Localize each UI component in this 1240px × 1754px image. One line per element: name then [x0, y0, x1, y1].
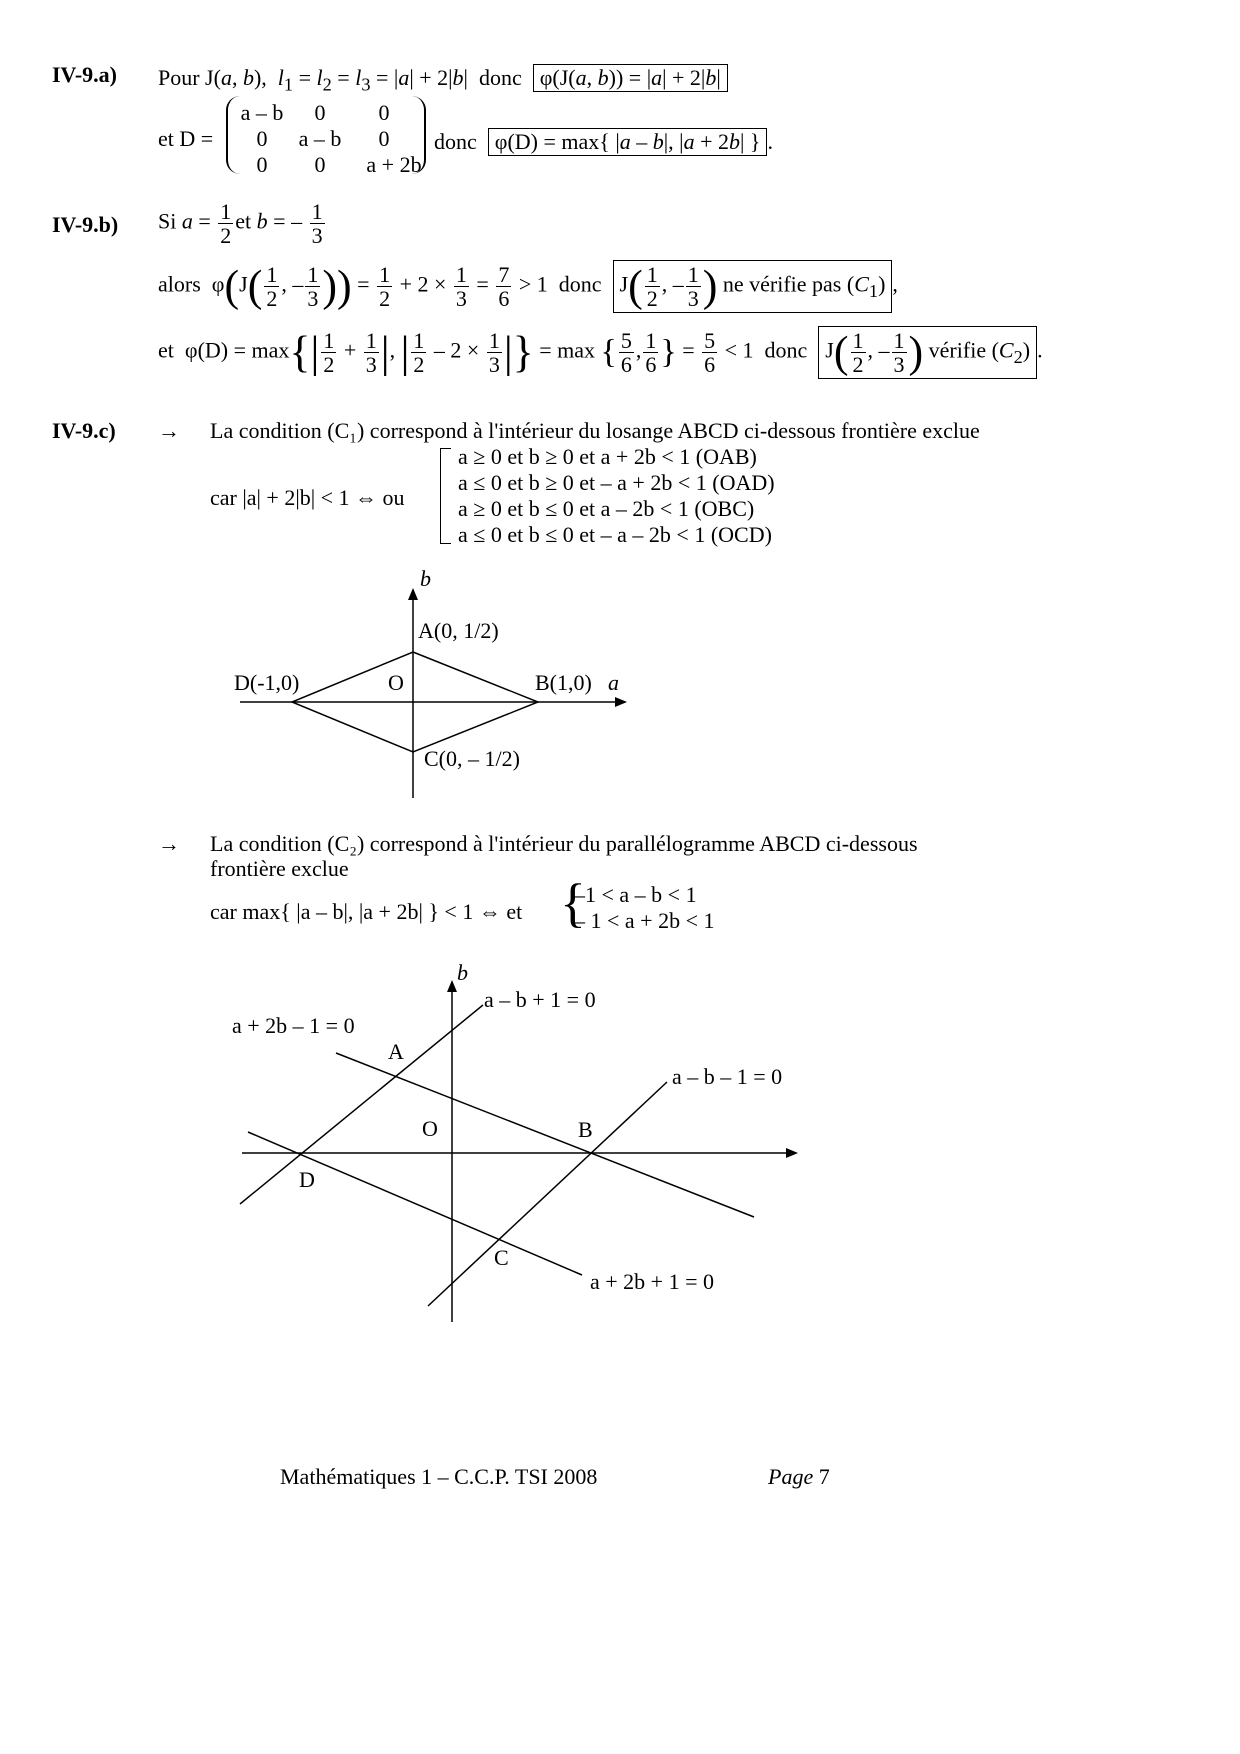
boxed-result-c1: J( $\frac{1}{2}$ , – $\frac{1}{3}$ ) ne vérifie pas $(C_1)$	[613, 260, 893, 313]
frac-den: 2	[220, 223, 232, 249]
section-label-9c: IV-9.c)	[52, 418, 116, 443]
car2-text: car max{ |a – b|, |a + 2b| } < 1 ⇔ et	[210, 899, 523, 924]
boxed-result-phi-j: φ(J(a, b)) = |a| + 2|b|	[533, 64, 728, 92]
fig1-axis-b-label: b	[420, 566, 431, 591]
fig2-label-l4: a + 2b + 1 = 0	[590, 1269, 714, 1294]
condition-c2-line1: La condition (C₂) correspond à l'intérieur du parallélogramme ABCD ci-dessous	[210, 831, 918, 856]
fig1-origin: O	[388, 670, 404, 695]
fig2-axis-b-label: b	[457, 960, 468, 985]
case-line: a ≥ 0 et b ≥ 0 et a + 2b < 1 (OAB)	[458, 444, 757, 469]
fig2-origin: O	[422, 1116, 438, 1141]
condition-c2-line2: frontière exclue	[210, 856, 349, 881]
line-9a-1: Pour J(a, b), $l_1 = l_2 = l_3 = |a| + 2|b|$ donc φ(J(a, b)) = |a| + 2|b|	[158, 64, 728, 94]
system-line: –1 < a – b < 1	[574, 882, 697, 907]
fig1-axis-a-label: a	[608, 670, 619, 695]
matrix-cell: a – b	[298, 126, 342, 151]
condition-c1-text: La condition (C₁) correspond à l'intérieur du losange ABCD ci-dessous frontière exclue	[210, 418, 980, 443]
matrix-cell: 0	[256, 152, 268, 177]
et-d-label: et D =	[158, 126, 214, 151]
arrow-2: →	[158, 831, 180, 856]
period: .	[767, 129, 773, 154]
case-line: a ≤ 0 et b ≤ 0 et – a – 2b < 1 (OCD)	[458, 522, 772, 547]
line-9b-1: Si a = $\frac{1}{2}$ et b = – $\frac{1}{3}$	[158, 199, 323, 249]
matrix-cell: 0	[314, 100, 326, 125]
section-label-9a: IV-9.a)	[52, 62, 117, 87]
fig2-point-c: C	[494, 1245, 509, 1270]
frac-num: 1	[311, 199, 323, 224]
fig1-point-c: C(0, – 1/2)	[424, 746, 520, 771]
fig2-point-b: B	[578, 1117, 593, 1142]
matrix-cell: 0	[378, 126, 390, 151]
page-label: Page	[768, 1464, 814, 1489]
case-line: a ≥ 0 et b ≤ 0 et a – 2b < 1 (OBC)	[458, 496, 755, 521]
arrow-1: →	[158, 418, 180, 443]
fig1-point-a: A(0, 1/2)	[418, 618, 499, 643]
matrix-cell: a + 2b	[366, 152, 422, 177]
page-number: 7	[818, 1464, 830, 1489]
fig2-point-a: A	[388, 1039, 404, 1064]
car1-text: car |a| + 2|b| < 1 ⇔ ou	[210, 485, 405, 510]
donc-word: donc	[434, 129, 477, 154]
line-9b-3: et φ(D) = max{| $\frac{1}{2}$ + $\frac{1}{3}$ |, | $\frac{1}{2}$ – 2 × $\frac{1}{3}$ |} = max { $\frac{5}{6}$ , $\frac{1}{6}$ } = $\frac{5}{6}$ < 1 donc J( $\frac{1}{2}$ , – $\frac{1}{3}$ ) vérifie $(C_2)$ .	[158, 326, 1043, 379]
fig2-label-l2: a + 2b – 1 = 0	[232, 1013, 355, 1038]
footer-text: Mathématiques 1 – C.C.P. TSI 2008	[280, 1464, 598, 1489]
fig2-point-d: D	[299, 1167, 315, 1192]
fig2-label-l3: a – b – 1 = 0	[672, 1064, 783, 1089]
case-line: a ≤ 0 et b ≥ 0 et – a + 2b < 1 (OAD)	[458, 470, 775, 495]
boxed-result-c2: J( $\frac{1}{2}$ , – $\frac{1}{3}$ ) vérifie $(C_2)$	[818, 326, 1037, 379]
system-brace: {	[560, 873, 586, 933]
matrix-cell: a – b	[240, 100, 284, 125]
footer-page	[768, 1466, 830, 1488]
fig2-label-l1: a – b + 1 = 0	[484, 987, 596, 1012]
matrix-cell: 0	[378, 100, 390, 125]
boxed-result-phi-d: φ(D) = max{ |a – b|, |a + 2b| }	[488, 128, 768, 156]
section-label-9b: IV-9.b)	[52, 212, 119, 237]
matrix-cell: 0	[314, 152, 326, 177]
frac-den: 3	[311, 223, 323, 249]
frac-num: 1	[220, 199, 232, 224]
frac-den: 6	[498, 286, 510, 312]
fig1-point-d: D(-1,0)	[234, 670, 300, 695]
matrix-cell: 0	[256, 126, 268, 151]
frac-num: 7	[498, 262, 510, 287]
line-9b-2: alors φ(J( $\frac{1}{2}$ , – $\frac{1}{3}$ )) = $\frac{1}{2}$ + 2 × $\frac{1}{3}$ = $\frac{7}{6}$ > 1 donc J( $\frac{1}{2}$ , – $\frac{1}{3}$ ) ne vérifie pas $(C_1)$ ,	[158, 260, 898, 313]
system-line: – 1 < a + 2b < 1	[574, 908, 715, 933]
frac-num: 5	[620, 328, 632, 353]
fig1-point-b: B(1,0)	[535, 670, 592, 695]
